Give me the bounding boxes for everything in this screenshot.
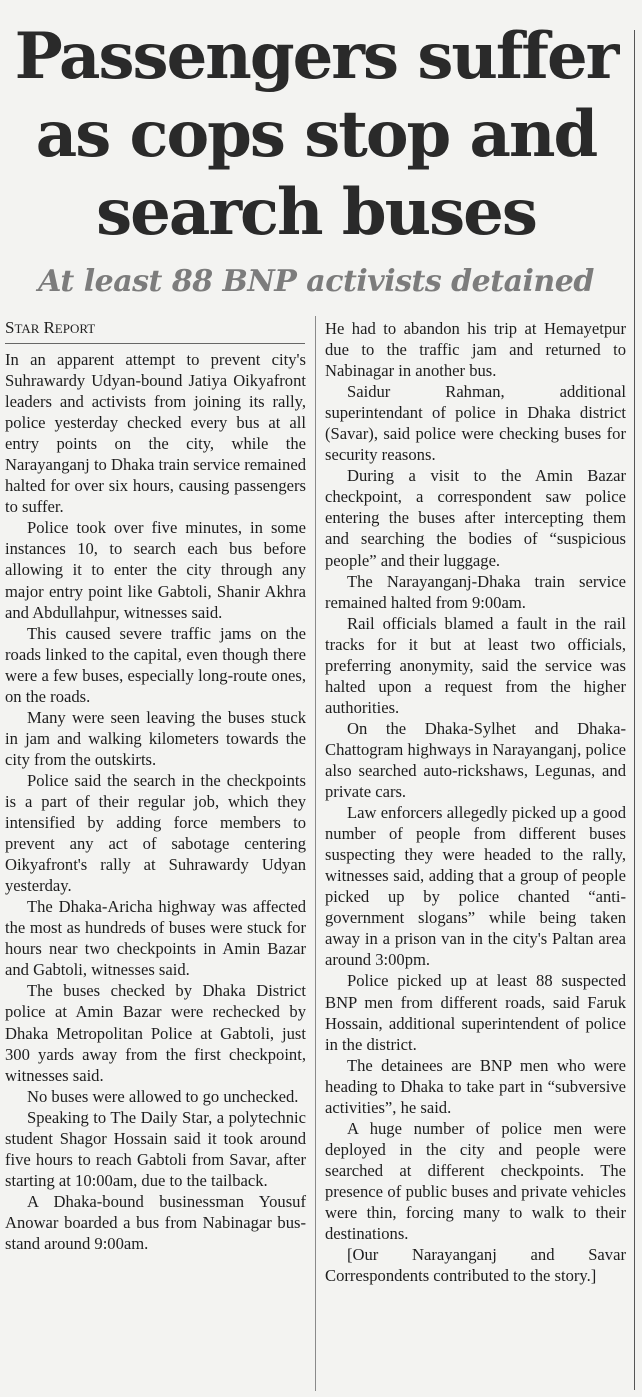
paragraph-5: Police said the search in the checkpoints is a part of their regular job, which they intensified by adding force members to prevent any act of sabotage centering Oikyafront's rally at Suhrawardy Udyan yesterday. <box>5 770 306 896</box>
headline <box>0 18 632 252</box>
paragraph-19: The detainees are BNP men who were heading to Dhaka to take part in “subversive activities”, he said. <box>325 1055 626 1117</box>
paragraph-20: A huge number of police men were deployed in the city and people were searched at different checkpoints. The presence of public buses and private vehicles were thin, forcing many to walk to their destinations. <box>325 1118 626 1244</box>
paragraph-8: No buses were allowed to go unchecked. <box>27 1086 299 1106</box>
paragraph-3: This caused severe traffic jams on the roads linked to the capital, even though there were a few buses, especially long-route ones, on the roads. <box>5 623 306 706</box>
paragraph-13: During a visit to the Amin Bazar checkpoint, a correspondent saw police entering the buses after intercepting them and searching the bodies of “suspicious people” and their luggage. <box>325 466 626 570</box>
byline-rest-2: EPORT <box>54 321 96 336</box>
paragraph-7: The buses checked by Dhaka District police at Amin Bazar were rechecked by Dhaka Metropolitan Police at Gabtoli, just 300 yards away from the first checkpoint, witnesses said. <box>5 981 306 1085</box>
paragraph-12: Saidur Rahman, additional superintendant of police in Dhaka district (Savar), said police were checking buses for security reasons. <box>325 382 626 465</box>
paragraph-6: The Dhaka-Aricha highway was affected the most as hundreds of buses were stuck for hours near two checkpoints in Amin Bazar and Gabtoli, witnesses said. <box>5 897 306 980</box>
paragraph-17: Law enforcers allegedly picked up a good number of people from different buses suspecting they were headed to the rally, witnesses said, adding that a group of people picked up by police chanted “anti-government slogans” while being taken away in a prison van in the city's Paltan area around 3:00pm. <box>325 803 626 970</box>
byline-rest-1: TAR <box>14 321 40 336</box>
article-column-right <box>325 318 626 1286</box>
headline-line-1: Passengers suffer <box>14 19 618 94</box>
paragraph-21: [Our Narayanganj and Savar Correspondents contributed to the story.] <box>325 1245 626 1286</box>
byline-initial-2: R <box>43 318 55 337</box>
paragraph-9: Speaking to The Daily Star, a polytechnic student Shagor Hossain said it took around five hours to reach Gabtoli from Savar, after starting at 10:00am, due to the tailback. <box>5 1107 306 1190</box>
page-edge-rule <box>634 30 635 1390</box>
headline-line-2: as cops stop and <box>35 97 597 172</box>
byline-initial-1: S <box>5 318 15 337</box>
subheadline: At least 88 BNP activists detained <box>38 264 594 299</box>
byline <box>5 318 305 339</box>
paragraph-14: The Narayanganj-Dhaka train service remained halted from 9:00am. <box>325 571 626 612</box>
paragraph-15: Rail officials blamed a fault in the rail tracks for it but at least two officials, preferring anonymity, said the service was halted upon a request from the higher authorities. <box>325 613 626 717</box>
article-column-left <box>5 349 306 1254</box>
paragraph-2: Police took over five minutes, in some instances 10, to search each bus before allowing it to enter the city through any major entry point like Gabtoli, Shanir Akhra and Abdullahpur, witnesses said. <box>5 518 306 622</box>
paragraph-16: On the Dhaka-Sylhet and Dhaka-Chattogram highways in Narayanganj, police also searched auto-rickshaws, Legunas, and private cars. <box>325 718 626 802</box>
paragraph-4: Many were seen leaving the buses stuck in jam and walking kilometers towards the city from the outskirts. <box>5 707 306 769</box>
column-divider <box>315 316 316 1391</box>
paragraph-11: He had to abandon his trip at Hemayetpur due to the traffic jam and returned to Nabinagar in another bus. <box>325 319 626 381</box>
paragraph-18: Police picked up at least 88 suspected BNP men from different roads, said Faruk Hossain, additional superintendent of police in the district. <box>325 971 626 1054</box>
paragraph-1: In an apparent attempt to prevent city's Suhrawardy Udyan-bound Jatiya Oikyafront leaders and activists from joining its rally, police yesterday checked every bus at all entry points on the city, while the Narayanganj to Dhaka train service remained halted for over six hours, causing passengers to suffer. <box>5 350 306 517</box>
paragraph-10: A Dhaka-bound businessman Yousuf Anowar boarded a bus from Nabinagar bus-stand around 9:00am. <box>5 1191 306 1253</box>
headline-line-3: search buses <box>96 175 536 250</box>
byline-rule <box>5 343 305 344</box>
